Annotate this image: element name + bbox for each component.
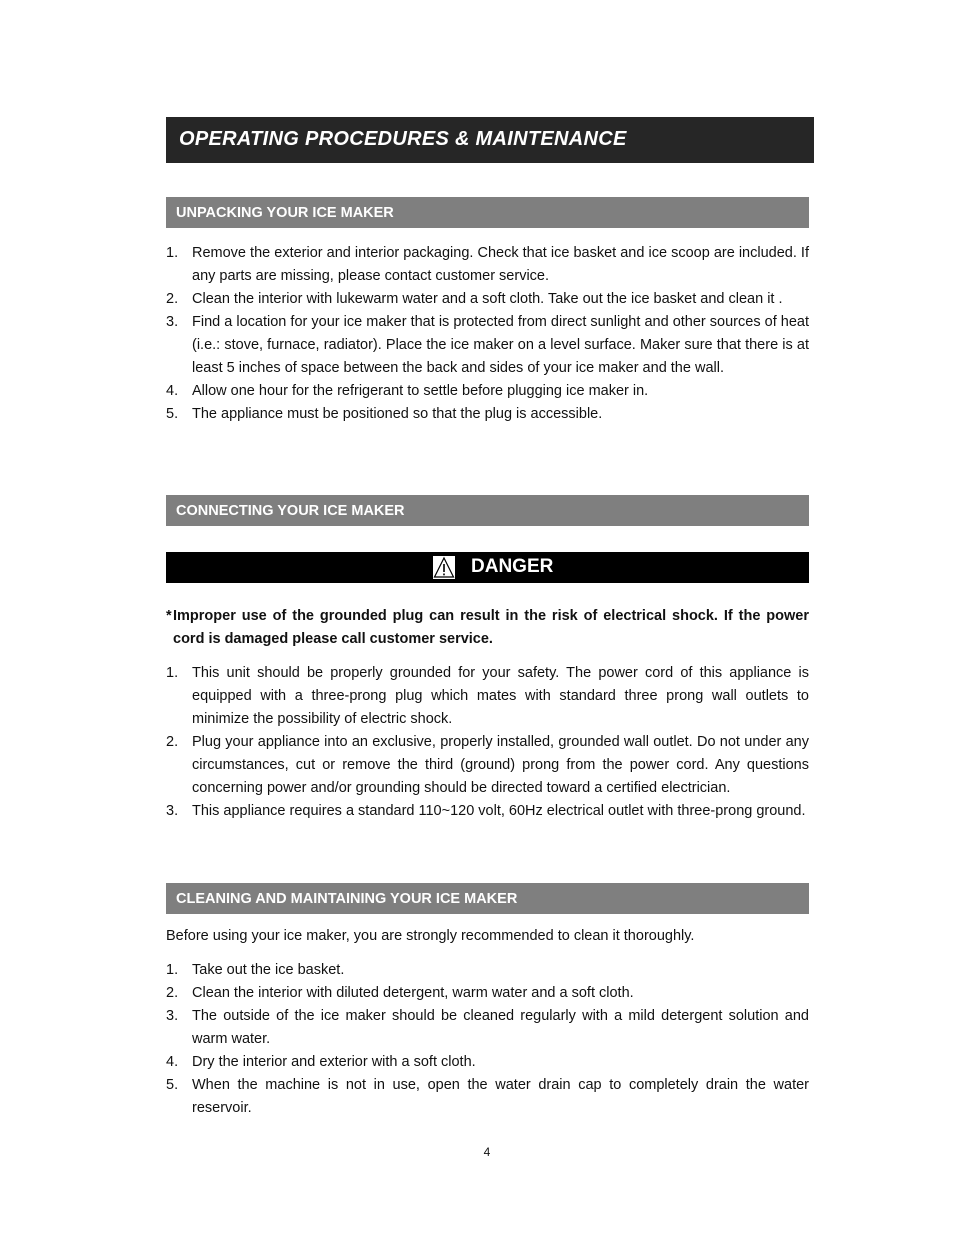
list-item (166, 1005, 809, 1051)
item-number: 1. (166, 665, 179, 681)
item-number: 1. (166, 245, 179, 261)
page-title: OPERATING PROCEDURES & MAINTENANCE (179, 128, 627, 150)
warning-star: * (166, 608, 172, 624)
list-item (166, 1074, 809, 1120)
item-number: 3. (166, 1008, 179, 1024)
item-text: Dry the interior and exterior with a soft cloth. (192, 1054, 476, 1070)
section-heading: UNPACKING YOUR ICE MAKER (176, 205, 394, 221)
list-item (166, 288, 809, 311)
item-text: When the machine is not in use, open the water drain cap to completely drain the water reservoir. (192, 1077, 809, 1116)
item-text: Plug your appliance into an exclusive, properly installed, grounded wall outlet. Do not under any circumstances, cut or remove the third (ground) prong from the power cord. Any questions concerning power and/or grounding should be directed toward a certified electrician. (192, 734, 809, 796)
item-text: Clean the interior with lukewarm water and a soft cloth. Take out the ice basket and clean it . (192, 291, 783, 307)
page-number: 4 (483, 1145, 491, 1159)
item-text: The outside of the ice maker should be cleaned regularly with a mild detergent solution and warm water. (192, 1008, 809, 1047)
item-number: 2. (166, 734, 179, 750)
item-text: This appliance requires a standard 110~120 volt, 60Hz electrical outlet with three-prong ground. (192, 803, 806, 819)
section-header-cleaning (166, 883, 809, 914)
section-header-unpacking (166, 197, 809, 228)
item-text: Take out the ice basket. (192, 962, 345, 978)
list-item (166, 403, 809, 426)
list-item (166, 662, 809, 731)
danger-banner (166, 552, 809, 583)
list-item (166, 311, 809, 380)
item-number: 3. (166, 803, 179, 819)
list-item (166, 242, 809, 288)
item-text: The appliance must be positioned so that the plug is accessible. (192, 406, 603, 422)
item-number: 1. (166, 962, 179, 978)
cleaning-intro: Before using your ice maker, you are strongly recommended to clean it thoroughly. (166, 928, 695, 944)
unpacking-list (166, 242, 809, 426)
connecting-list (166, 662, 809, 823)
list-item (166, 380, 809, 403)
list-item (166, 731, 809, 800)
item-text: Allow one hour for the refrigerant to settle before plugging ice maker in. (192, 383, 649, 399)
page-title-bar (166, 117, 814, 163)
item-number: 2. (166, 291, 179, 307)
item-number: 5. (166, 406, 179, 422)
section-heading: CONNECTING YOUR ICE MAKER (176, 503, 405, 519)
item-number: 2. (166, 985, 179, 1001)
warning-text: Improper use of the grounded plug can result in the risk of electrical shock. If the power cord is damaged please call customer service. (173, 608, 809, 647)
list-item (166, 800, 809, 823)
item-number: 4. (166, 383, 179, 399)
section-header-connecting (166, 495, 809, 526)
item-text: Remove the exterior and interior packaging. Check that ice basket and ice scoop are included. If any parts are missing, please contact customer service. (192, 245, 809, 284)
list-item (166, 1051, 809, 1074)
item-text: This unit should be properly grounded for your safety. The power cord of this appliance is equipped with a three-prong plug which mates with standard three prong wall outlets to minimize the possibility of electric shock. (192, 665, 809, 727)
item-number: 3. (166, 314, 179, 330)
item-text: Clean the interior with diluted detergent, warm water and a soft cloth. (192, 985, 634, 1001)
warning-triangle-icon (433, 556, 455, 579)
list-item (166, 959, 809, 982)
danger-label: DANGER (471, 556, 554, 577)
item-number: 4. (166, 1054, 179, 1070)
item-text: Find a location for your ice maker that is protected from direct sunlight and other sources of heat (i.e.: stove, furnace, radiator). Place the ice maker on a level surface. Maker sure that there is at least 5 inches of space between the back and sides of your ice maker and the wall. (192, 314, 809, 376)
cleaning-list (166, 959, 809, 1120)
section-heading: CLEANING AND MAINTAINING YOUR ICE MAKER (176, 891, 518, 907)
list-item (166, 982, 809, 1005)
item-number: 5. (166, 1077, 179, 1093)
electrical-warning (166, 605, 809, 651)
